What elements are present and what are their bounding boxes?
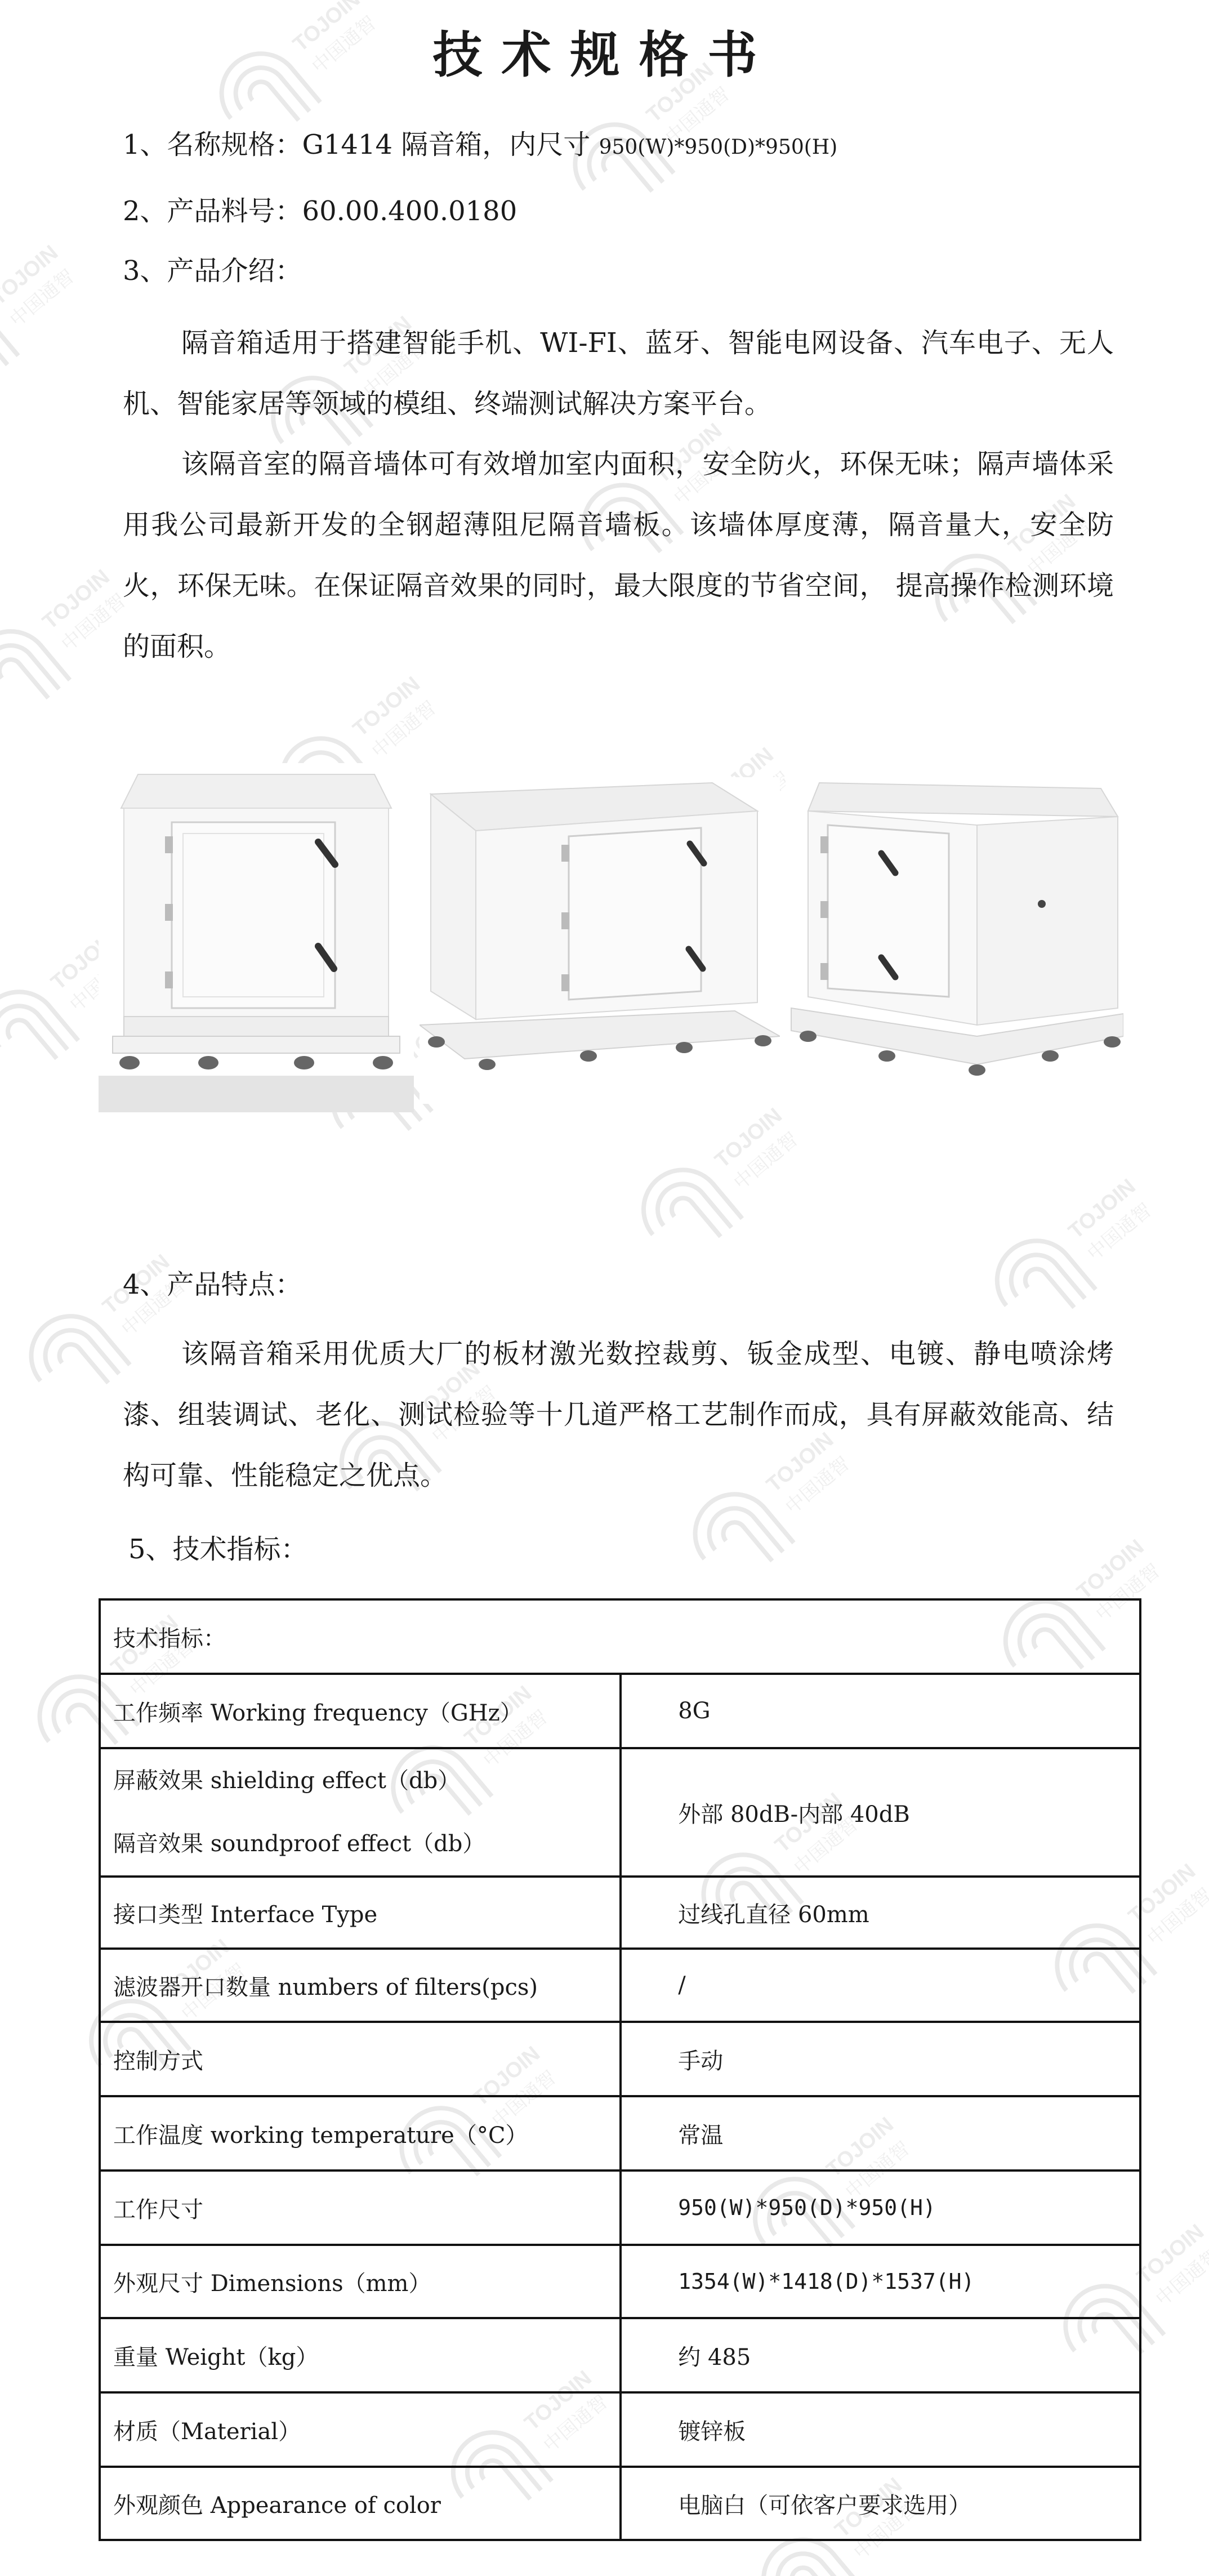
spec-value: / bbox=[621, 1949, 1140, 2022]
table-row bbox=[100, 2022, 1140, 2096]
spec-value: 电脑白（可依客户要求选用） bbox=[621, 2467, 1140, 2540]
spec-label: 外观颜色 Appearance of color bbox=[100, 2467, 621, 2540]
spec-value: 常温 bbox=[621, 2096, 1140, 2171]
spec-label: 滤波器开口数量 numbers of filters(pcs) bbox=[100, 1949, 621, 2022]
table-row bbox=[100, 2392, 1140, 2467]
table-row bbox=[100, 1748, 1140, 1877]
table-row bbox=[100, 1674, 1140, 1748]
table-row bbox=[100, 2096, 1140, 2171]
item-name-spec-text: 1、名称规格：G1414 隔音箱，内尺寸 bbox=[123, 129, 599, 161]
table-row bbox=[100, 1949, 1140, 2022]
spec-value: 过线孔直径 60mm bbox=[621, 1877, 1140, 1949]
spec-table bbox=[99, 1598, 1141, 2541]
spec-value: 外部 80dB-内部 40dB bbox=[621, 1748, 1140, 1877]
table-row bbox=[100, 1877, 1140, 1949]
table-row bbox=[100, 2467, 1140, 2540]
spec-label: 控制方式 bbox=[100, 2022, 621, 2096]
watermark-pattern: TOJOIN 中国通智 bbox=[0, 0, 1209, 2576]
spec-label: 重量 Weight（kg） bbox=[100, 2318, 621, 2392]
spec-label: 外观尺寸 Dimensions（mm） bbox=[100, 2245, 621, 2318]
product-photo-front bbox=[99, 763, 414, 1112]
spec-table-header-row bbox=[100, 1599, 1140, 1674]
spec-value: 约 485 bbox=[621, 2318, 1140, 2392]
spec-label bbox=[100, 1748, 621, 1877]
item-tech-heading: 5、技术指标： bbox=[128, 1534, 308, 1565]
spec-table-header: 技术指标： bbox=[100, 1599, 1140, 1674]
table-row bbox=[100, 2318, 1140, 2392]
table-row bbox=[100, 2245, 1140, 2318]
spec-value: 1354(W)*1418(D)*1537(H) bbox=[621, 2245, 1140, 2318]
spec-label: 材质（Material） bbox=[100, 2392, 621, 2467]
item-part-number: 2、产品料号：60.00.400.0180 bbox=[123, 195, 517, 227]
spec-label: 工作温度 working temperature（°C） bbox=[100, 2096, 621, 2171]
spec-value: 手动 bbox=[621, 2022, 1140, 2096]
spec-value: 镀锌板 bbox=[621, 2392, 1140, 2467]
intro-paragraph-2: 该隔音室的隔音墙体可有效增加室内面积，安全防火，环保无味；隔声墙体采用我公司最新开发的全钢超薄阻尼隔音墙板。该墙体厚度薄，隔音量大，安全防火，环保无味。在保证隔音效果的同时，最大限度的节省空间， 提高操作检测环境的面积。 bbox=[123, 448, 1114, 662]
spec-label-line1: 屏蔽效果 shielding effect（db） bbox=[113, 1768, 461, 1794]
spec-value: 950(W)*950(D)*950(H) bbox=[621, 2171, 1140, 2245]
item-name-spec-size: 950(W)*950(D)*950(H) bbox=[599, 136, 838, 159]
product-photo-angle-left bbox=[420, 777, 780, 1104]
document-title: 技术规格书 bbox=[432, 25, 777, 84]
intro-paragraph-1: 隔音箱适用于搭建智能手机、WI-FI、蓝牙、智能电网设备、汽车电子、无人机、智能家居等领域的模组、终端测试解决方案平台。 bbox=[123, 327, 1114, 420]
spec-label: 工作频率 Working frequency（GHz） bbox=[100, 1674, 621, 1748]
spec-value: 8G bbox=[621, 1674, 1140, 1748]
item-features-heading: 4、产品特点： bbox=[123, 1269, 302, 1300]
spec-label-line2: 隔音效果 soundproof effect（db） bbox=[113, 1831, 485, 1857]
features-paragraph: 该隔音箱采用优质大厂的板材激光数控裁剪、钣金成型、电镀、静电喷涂烤漆、组装调试、老化、测试检验等十几道严格工艺制作而成，具有屏蔽效能高、结构可靠、性能稳定之优点。 bbox=[123, 1338, 1114, 1491]
spec-label: 工作尺寸 bbox=[100, 2171, 621, 2245]
table-row bbox=[100, 2171, 1140, 2245]
item-name-spec bbox=[123, 127, 837, 165]
spec-label: 接口类型 Interface Type bbox=[100, 1877, 621, 1949]
product-photo-angle-right bbox=[786, 772, 1123, 1109]
item-intro-heading: 3、产品介绍： bbox=[123, 255, 302, 287]
